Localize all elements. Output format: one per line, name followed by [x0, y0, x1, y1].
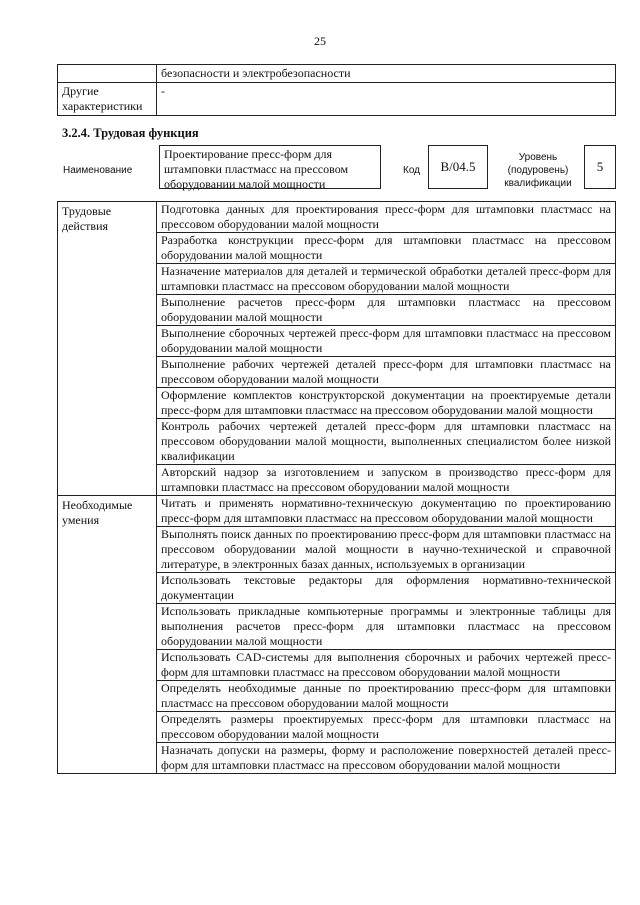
labor-actions-item: Оформление комплектов конструкторской документации на проектируемые детали пресс-форм для штамповки пластмасс на прессовом оборудовании малой мощности	[157, 388, 616, 419]
empty-cell	[58, 65, 157, 83]
required-skills-item: Использовать прикладные компьютерные программы и электронные таблицы для выполнения расчетов пресс-форм для штамповки пластмасс на прессовом оборудовании малой мощности	[157, 604, 616, 650]
qualification-level-box: 5	[584, 145, 616, 189]
labor-actions-item: Разработка конструкции пресс-форм для штамповки пластмасс на прессовом оборудовании малой мощности	[157, 233, 616, 264]
required-skills-item: Определять размеры проектируемых пресс-форм для штамповки пластмасс на прессовом оборудовании малой мощности	[157, 712, 616, 743]
code-value-box: B/04.5	[428, 145, 488, 189]
required-skills-item: Выполнять поиск данных по проектированию пресс-форм для штамповки пластмасс на прессовом оборудовании малой мощности в научно-технической и справочной литературе, в электронных базах данных, используемых в организации	[157, 527, 616, 573]
other-characteristics-label: Другие характеристики	[58, 83, 157, 116]
required-skills-item: Использовать CAD-системы для выполнения сборочных и рабочих чертежей пресс-форм для штамповки пластмасс на прессовом оборудовании малой мощности	[157, 650, 616, 681]
table-row	[58, 202, 616, 233]
labor-actions-item: Подготовка данных для проектирования пресс-форм для штамповки пластмасс на прессовом оборудовании малой мощности	[157, 202, 616, 233]
labor-actions-label: Трудовые действия	[58, 202, 157, 496]
labor-actions-item: Выполнение рабочих чертежей деталей пресс-форм для штамповки пластмасс на прессовом оборудовании малой мощности	[157, 357, 616, 388]
labor-actions-item: Выполнение расчетов пресс-форм для штамповки пластмасс на прессовом оборудовании малой мощности	[157, 295, 616, 326]
required-skills-item: Использовать текстовые редакторы для оформления нормативно-технической документации	[157, 573, 616, 604]
function-name-box: Проектирование пресс-форм для штамповки пластмасс на прессовом оборудовании малой мощности	[159, 145, 381, 189]
required-skills-item: Назначать допуски на размеры, форму и расположение поверхностей деталей пресс-форм для штамповки пластмасс на прессовом оборудовании малой мощности	[157, 743, 616, 774]
labor-actions-item: Авторский надзор за изготовлением и запуском в производство пресс-форм для штамповки пластмасс на прессовом оборудовании малой мощности	[157, 465, 616, 496]
table-row	[58, 83, 616, 116]
top-characteristics-table	[57, 64, 616, 116]
required-skills-item: Читать и применять нормативно-техническую документацию по проектированию пресс-форм для штамповки пластмасс на прессовом оборудовании малой мощности	[157, 496, 616, 527]
labor-actions-item: Назначение материалов для деталей и термической обработки деталей пресс-форм для штамповки пластмасс на прессовом оборудовании малой мощности	[157, 264, 616, 295]
section-title: 3.2.4. Трудовая функция	[62, 126, 199, 140]
qualification-level-label: Уровень (подуровень) квалификации	[504, 152, 572, 189]
name-label: Наименование	[63, 165, 133, 176]
required-skills-item: Определять необходимые данные по проектированию пресс-форм для штамповки пластмасс на прессовом оборудовании малой мощности	[157, 681, 616, 712]
other-characteristics-value: -	[157, 83, 616, 116]
code-label: Код	[403, 165, 421, 176]
table-cell: безопасности и электробезопасности	[157, 65, 616, 83]
page-number: 25	[314, 34, 326, 48]
table-row	[58, 496, 616, 527]
table-row	[58, 65, 616, 83]
required-skills-label: Необходимые умения	[58, 496, 157, 774]
labor-actions-item: Выполнение сборочных чертежей пресс-форм для штамповки пластмасс на прессовом оборудовании малой мощности	[157, 326, 616, 357]
labor-function-table	[57, 201, 616, 774]
labor-actions-item: Контроль рабочих чертежей деталей пресс-форм для штамповки пластмасс на прессовом оборудовании малой мощности, выполненных специалистом более низкой квалификации	[157, 419, 616, 465]
